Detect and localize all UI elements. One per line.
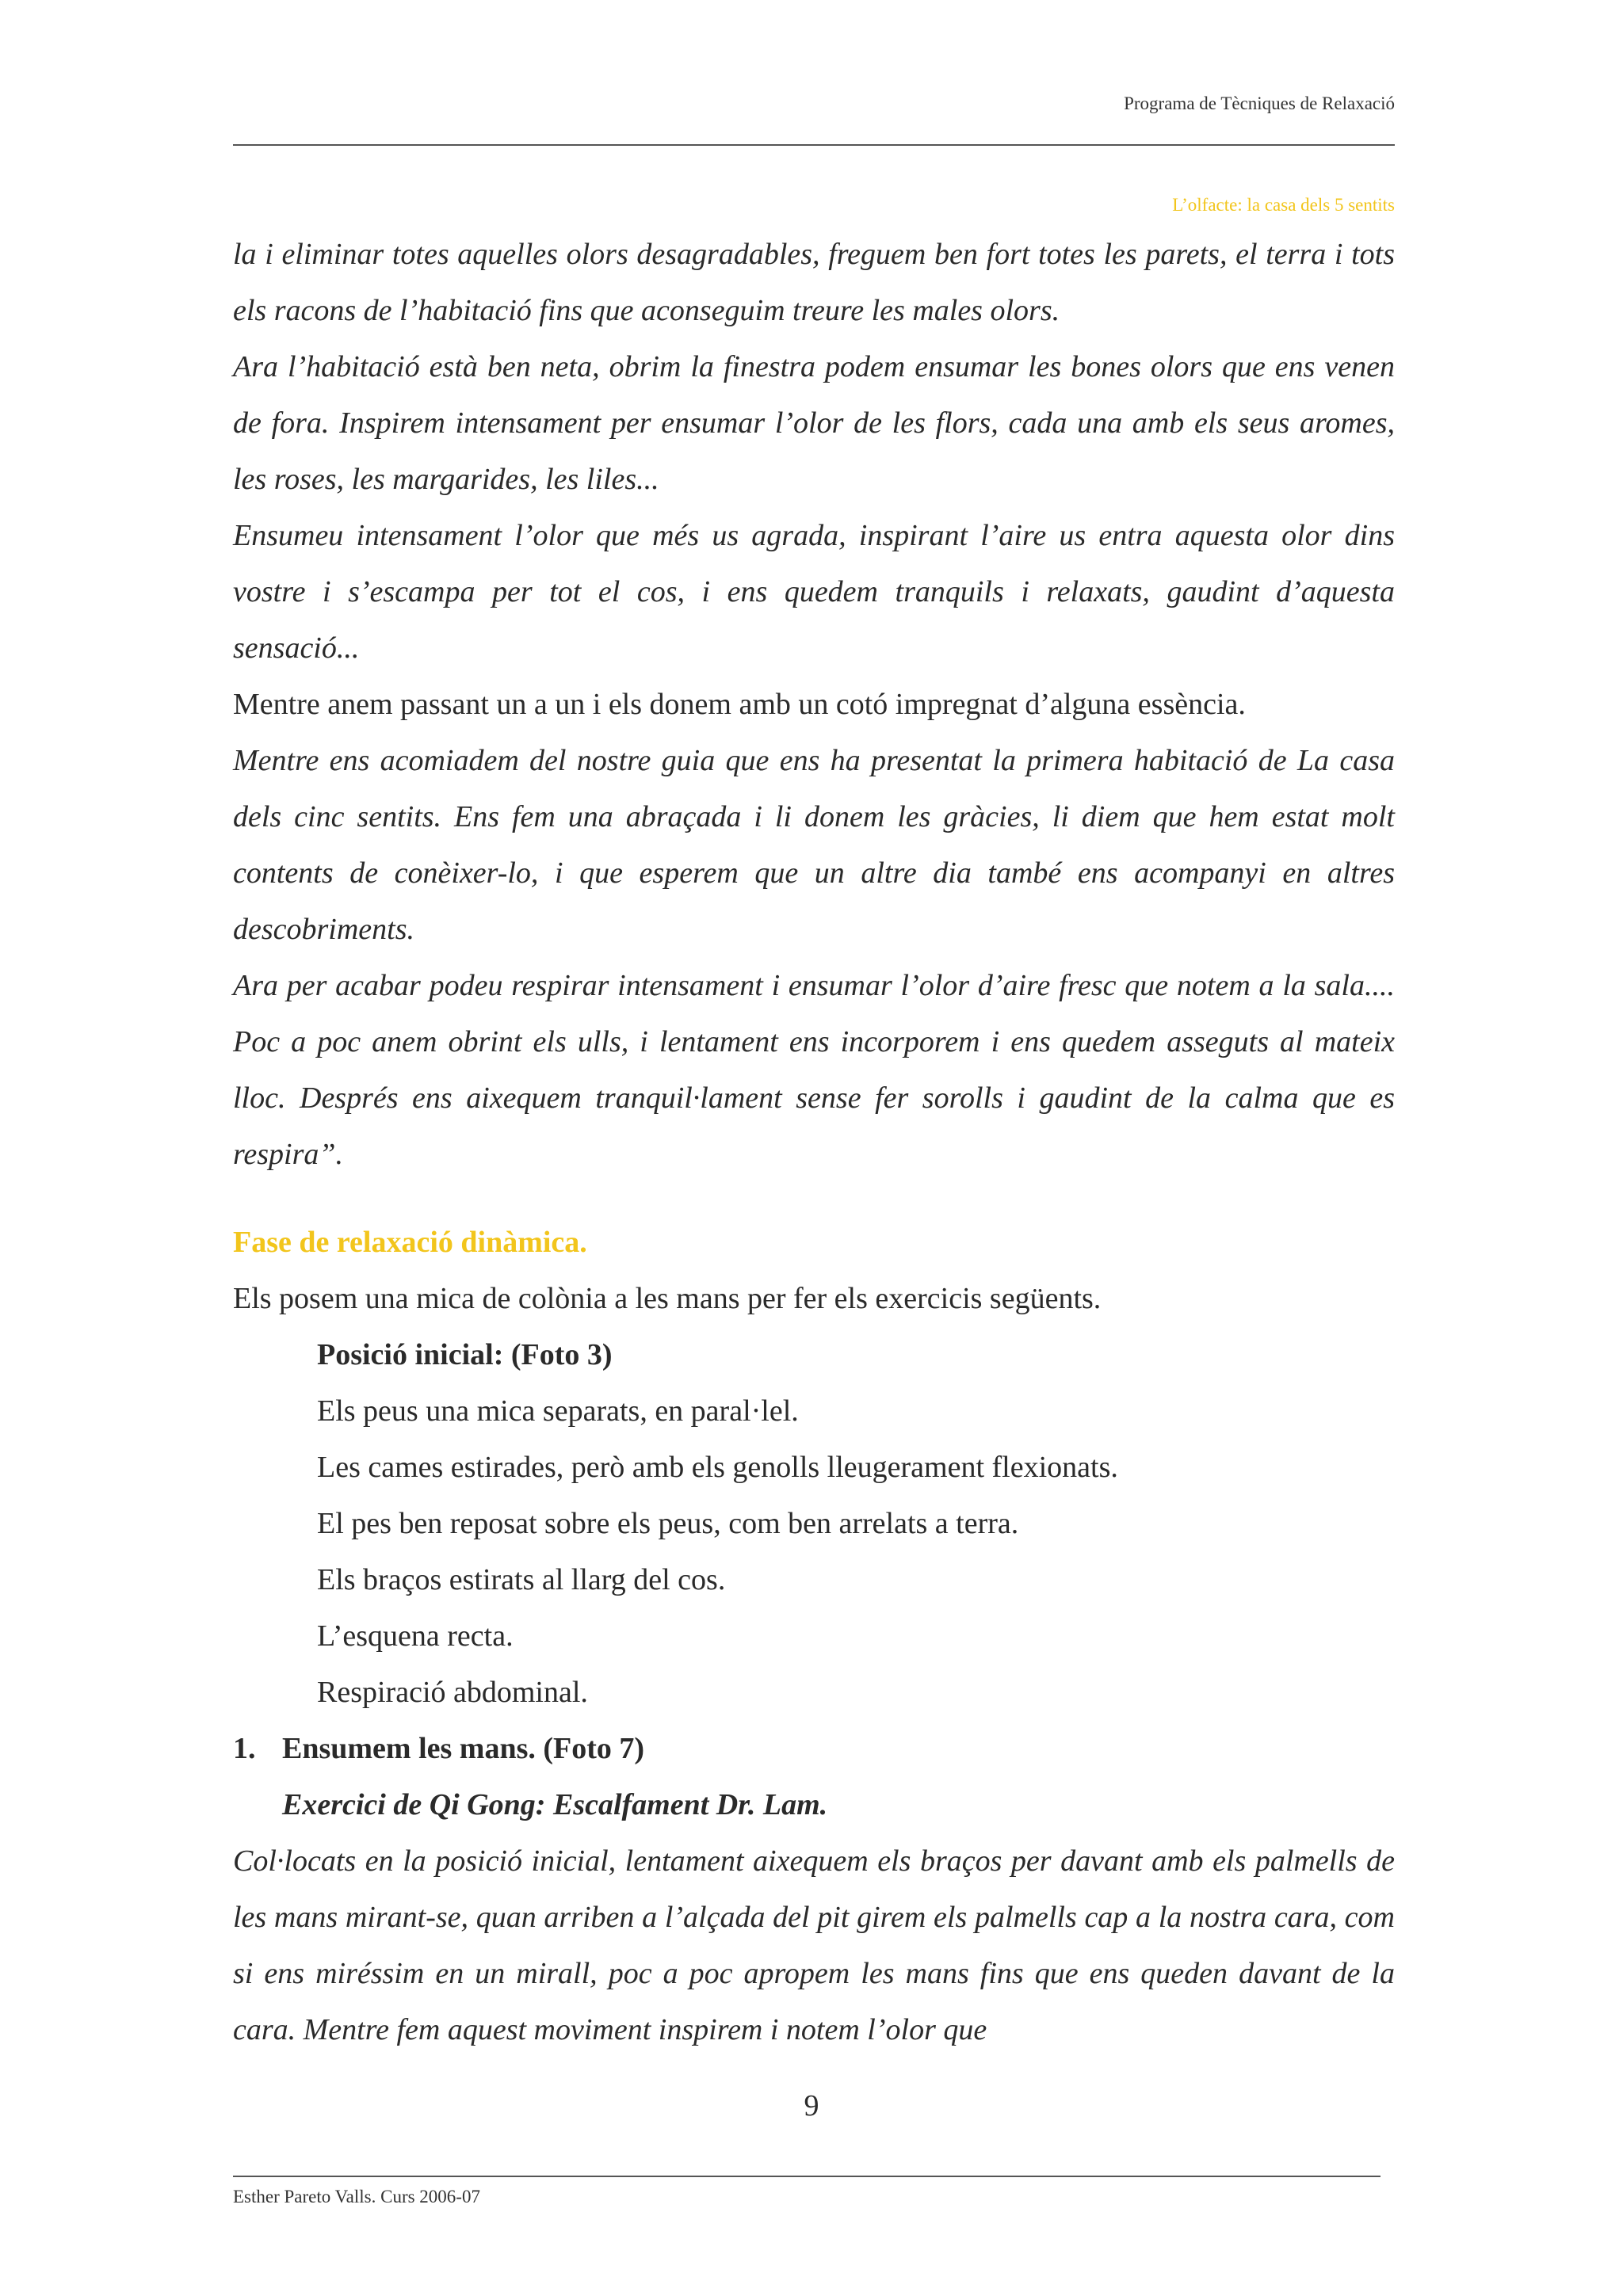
position-line: L’esquena recta. bbox=[317, 1619, 514, 1653]
exercise-item-label: Ensumem les mans. (Foto 7) bbox=[282, 1732, 645, 1765]
footer-rule bbox=[233, 2176, 1381, 2177]
paragraph-4: Mentre anem passant un a un i els donem amb un cotó impregnat d’alguna essència. bbox=[233, 688, 1246, 721]
paragraph-6: Ara per acabar podeu respirar intensament i ensumar l’olor d’aire fresc que notem a la sala.... Poc a poc anem obrint els ulls, i lentament ens incorporem i ens quedem asseguts al mateix lloc. Després ens aixequem tranquil·lament sense fer sorolls i gaudint de la calma que es respira”. bbox=[233, 969, 1395, 1171]
exercise-item-title bbox=[233, 1721, 1395, 1777]
position-line: Els braços estirats al llarg del cos. bbox=[317, 1563, 726, 1596]
paragraph-1: la i eliminar totes aquelles olors desagradables, freguem ben fort totes les parets, el terra i tots els racons de l’habitació fins que aconseguim treure les males olors. bbox=[233, 238, 1395, 327]
header-rule bbox=[233, 144, 1395, 146]
paragraph-2: Ara l’habitació està ben neta, obrim la finestra podem ensumar les bones olors que ens venen de fora. Inspirem intensament per ensumar l’olor de les flors, cada una amb els seus aromes, les roses, les margarides, les liles... bbox=[233, 350, 1395, 496]
section-heading: Fase de relaxació dinàmica. bbox=[233, 1226, 587, 1259]
section-intro: Els posem una mica de colònia a les mans per fer els exercicis següents. bbox=[233, 1282, 1102, 1315]
document-body bbox=[233, 227, 1395, 2058]
page-header-title: Programa de Tècniques de Relaxació bbox=[1124, 93, 1395, 113]
exercise-item-number: 1. bbox=[233, 1732, 256, 1765]
paragraph-3: Ensumeu intensament l’olor que més us agrada, inspirant l’aire us entra aquesta olor dins vostre i s’escampa per tot el cos, i ens quedem tranquils i relaxats, gaudint d’aquesta sensació... bbox=[233, 519, 1395, 665]
section-tag: L’olfacte: la casa dels 5 sentits bbox=[1172, 195, 1395, 215]
position-line: El pes ben reposat sobre els peus, com ben arrelats a terra. bbox=[317, 1507, 1019, 1540]
page-footer-author: Esther Pareto Valls. Curs 2006-07 bbox=[233, 2187, 480, 2206]
exercise-subtitle: Exercici de Qi Gong: Escalfament Dr. Lam. bbox=[282, 1788, 828, 1821]
page-number: 9 bbox=[804, 2089, 819, 2122]
exercise-text: Col·locats en la posició inicial, lentament aixequem els braços per davant amb els palmells de les mans mirant-se, quan arriben a l’alçada del pit girem els palmells cap a la nostra cara, com si ens miréssim en un mirall, poc a poc apropem les mans fins que ens queden davant de la cara. Mentre fem aquest moviment inspirem i notem l’olor que bbox=[233, 1844, 1395, 2046]
position-line: Els peus una mica separats, en paral·lel. bbox=[317, 1394, 799, 1428]
paragraph-5: Mentre ens acomiadem del nostre guia que ens ha presentat la primera habitació de La casa dels cinc sentits. Ens fem una abraçada i li donem les gràcies, li diem que hem estat molt contents de conèixer-lo, i que esperem que un altre dia també ens acompanyi en altres descobriments. bbox=[233, 744, 1395, 946]
position-title: Posició inicial: (Foto 3) bbox=[317, 1338, 613, 1371]
position-line: Respiració abdominal. bbox=[317, 1676, 588, 1709]
position-line: Les cames estirades, però amb els genolls lleugerament flexionats. bbox=[317, 1451, 1118, 1484]
